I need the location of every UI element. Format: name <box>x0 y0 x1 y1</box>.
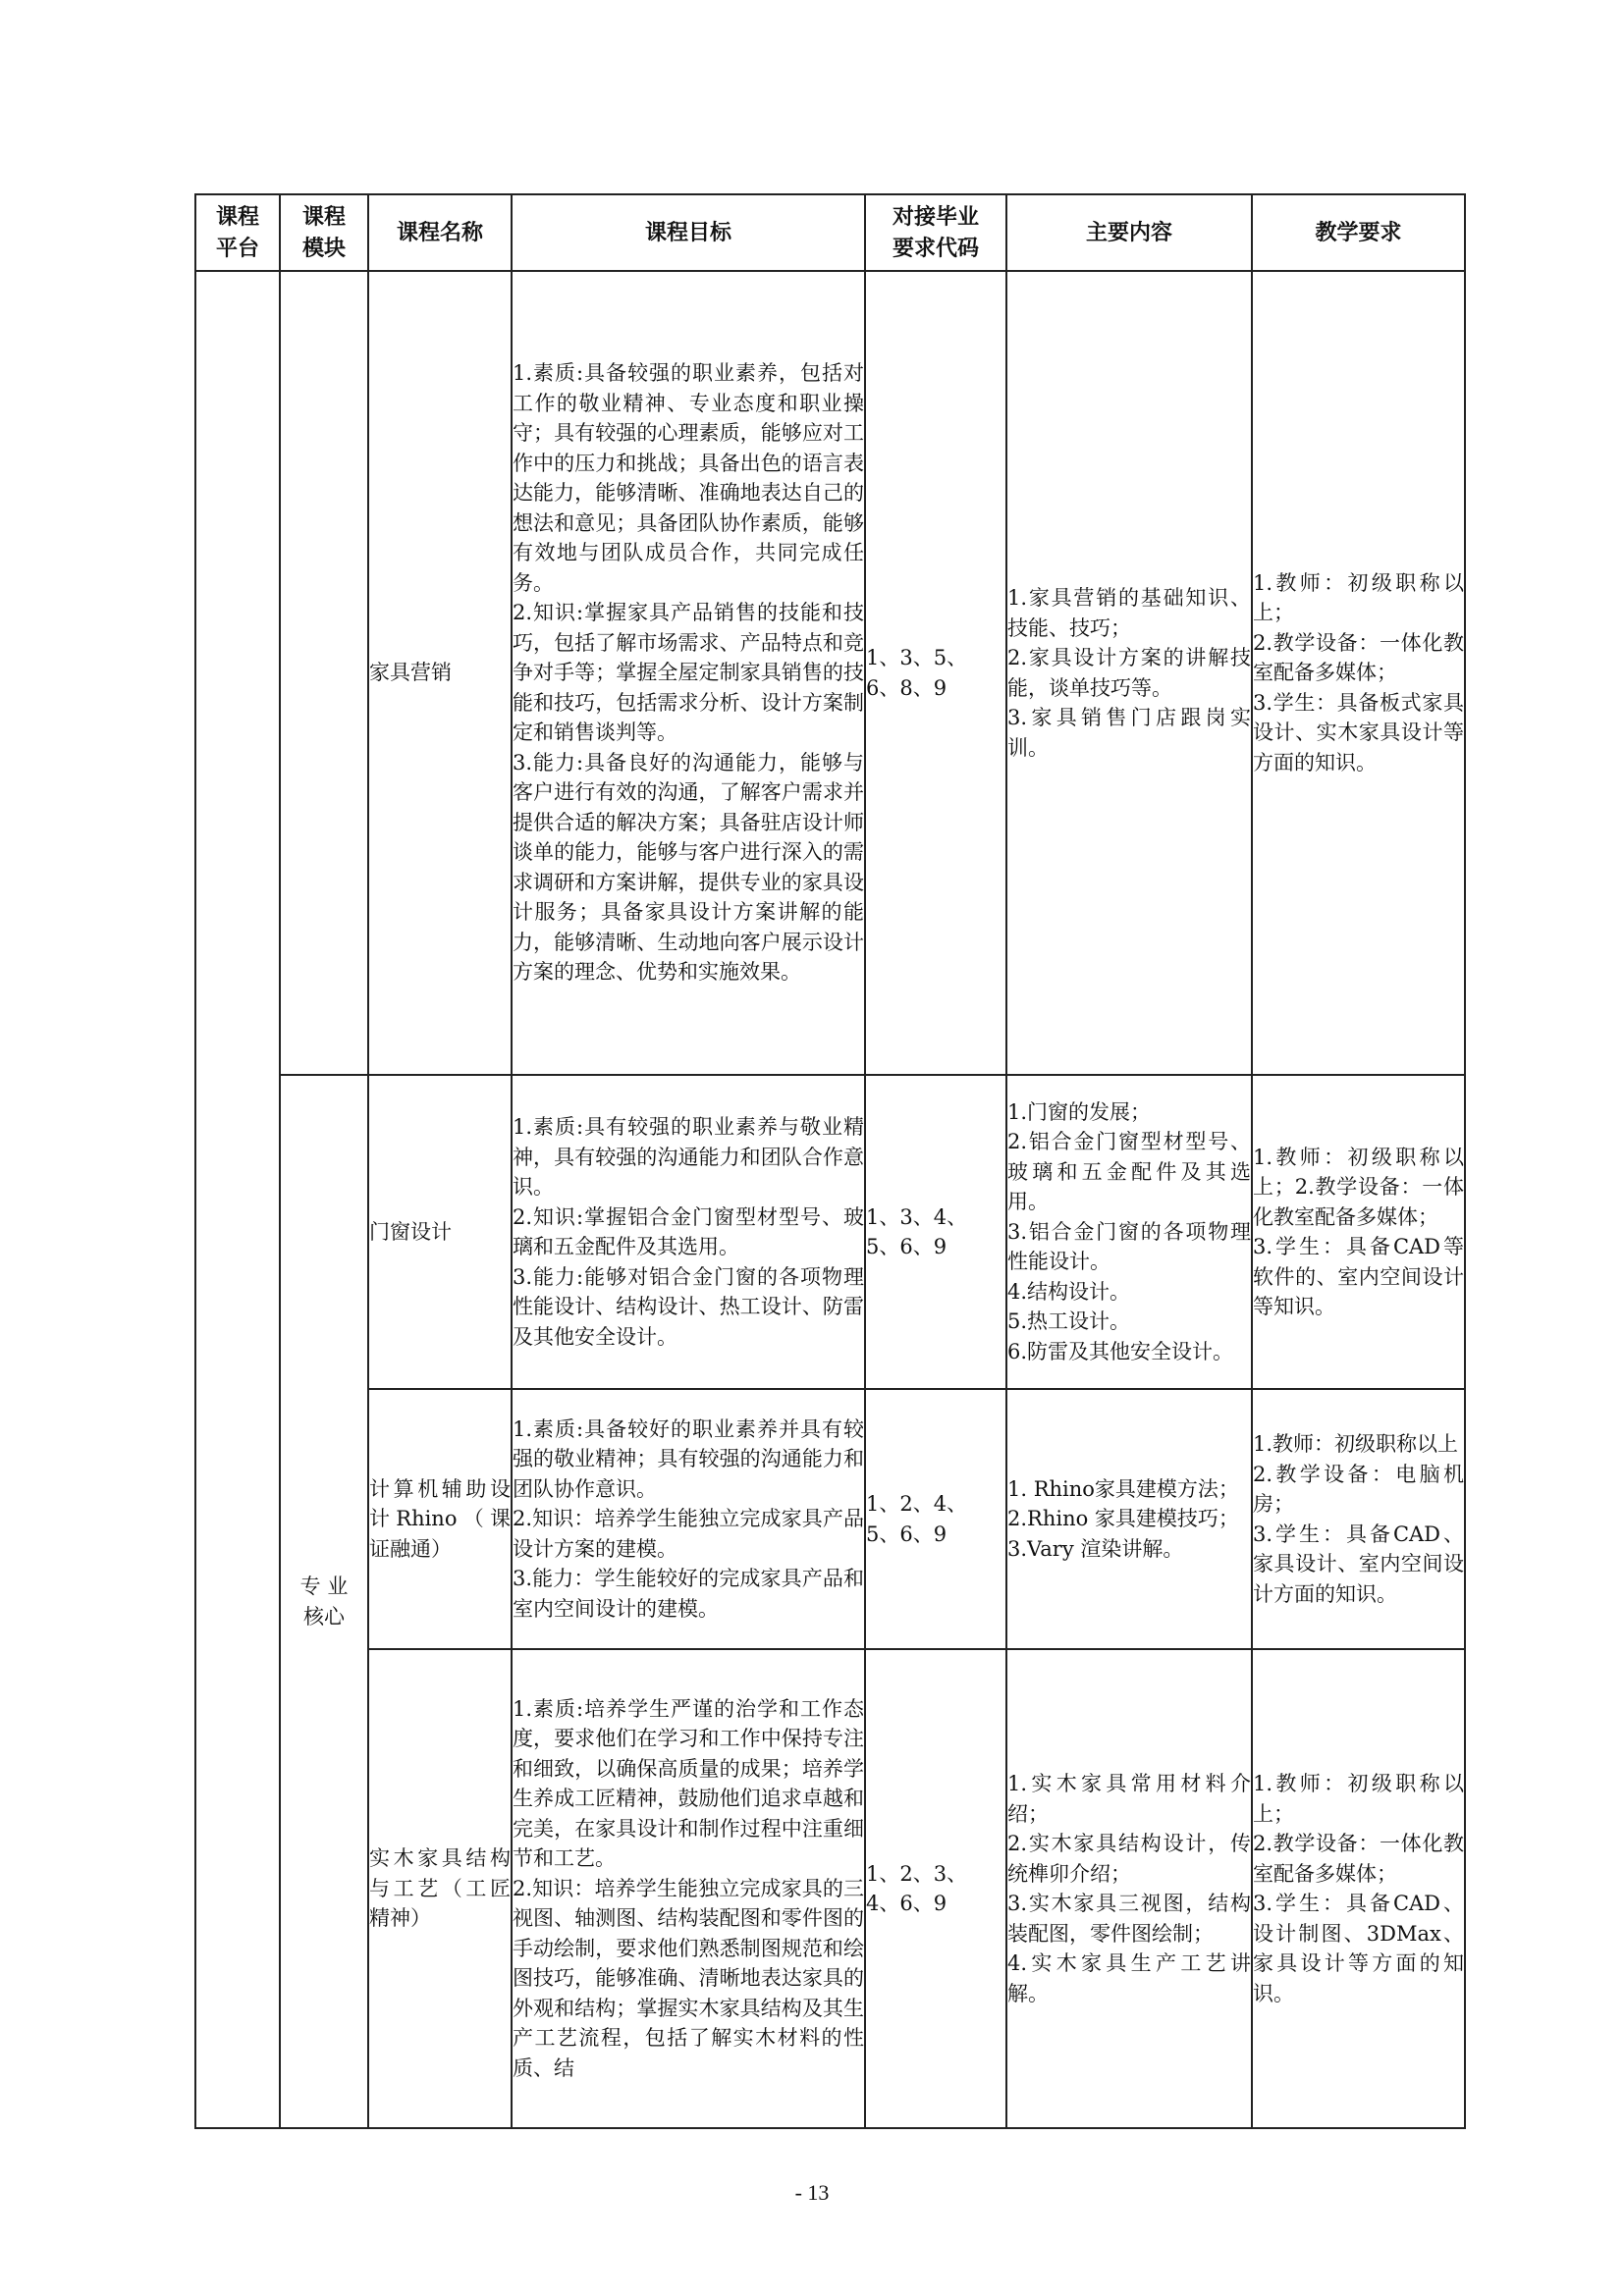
requirements-cell: 1.教师：初级职称以上 2.教学设备：电脑机房； 3.学生：具备CAD、家具设计、室内空间设计方面的知识。 <box>1252 1389 1465 1649</box>
codes-cell: 1、3、4、 5、6、9 <box>865 1075 1006 1389</box>
header-requirements: 教学要求 <box>1252 194 1465 271</box>
objectives-cell: 1.素质:具备较好的职业素养并具有较强的敬业精神；具有较强的沟通能力和团队协作意识。 2.知识：培养学生能独立完成家具产品设计方案的建模。 3.能力：学生能较好的完成家具产品和室内空间设计的建模。 <box>512 1389 865 1649</box>
curriculum-table <box>194 193 1466 2129</box>
content-cell: 1. Rhino家具建模方法； 2.Rhino 家具建模技巧； 3.Vary 渲染讲解。 <box>1006 1389 1252 1649</box>
table-row <box>195 1389 1465 1649</box>
objectives-cell: 1.素质:具备较强的职业素养，包括对工作的敬业精神、专业态度和职业操守；具有较强的心理素质，能够应对工作中的压力和挑战；具备出色的语言表达能力，能够清晰、准确地表达自己的想法和意见；具备团队协作素质，能够有效地与团队成员合作，共同完成任务。 2.知识:掌握家具产品销售的技能和技巧，包括了解市场需求、产品特点和竞争对手等；掌握全屋定制家具销售的技能和技巧，包括需求分析、设计方案制定和销售谈判等。 3.能力:具备良好的沟通能力，能够与客户进行有效的沟通，了解客户需求并提供合适的解决方案；具备驻店设计师谈单的能力，能够与客户进行深入的需求调研和方案讲解，提供专业的家具设计服务；具备家具设计方案讲解的能力，能够清晰、生动地向客户展示设计方案的理念、优势和实施效果。 <box>512 271 865 1075</box>
header-module: 课程 模块 <box>280 194 368 271</box>
course-name-cell: 家具营销 <box>368 271 512 1075</box>
content-cell: 1.实木家具常用材料介绍； 2.实木家具结构设计，传统榫卯介绍； 3.实木家具三视图，结构装配图，零件图绘制； 4.实木家具生产工艺讲解。 <box>1006 1649 1252 2128</box>
table-row <box>195 271 1465 1075</box>
codes-cell: 1、3、5、 6、8、9 <box>865 271 1006 1075</box>
header-platform: 课程 平台 <box>195 194 280 271</box>
objectives-cell: 1.素质:培养学生严谨的治学和工作态度，要求他们在学习和工作中保持专注和细致，以确保高质量的成果；培养学生养成工匠精神，鼓励他们追求卓越和完美，在家具设计和制作过程中注重细节和工艺。 2.知识：培养学生能独立完成家具的三视图、轴测图、结构装配图和零件图的手动绘制，要求他们熟悉制图规范和绘图技巧，能够准确、清晰地表达家具的外观和结构；掌握实木家具结构及其生产工艺流程，包括了解实木材料的性质、结 <box>512 1649 865 2128</box>
codes-cell: 1、2、4、 5、6、9 <box>865 1389 1006 1649</box>
page-number: - 13 <box>794 2180 830 2205</box>
table-row <box>195 1649 1465 2128</box>
platform-cell <box>195 271 280 2128</box>
content-cell: 1.门窗的发展； 2.铝合金门窗型材型号、玻璃和五金配件及其选用。 3.铝合金门窗的各项物理性能设计。 4.结构设计。 5.热工设计。 6.防雷及其他安全设计。 <box>1006 1075 1252 1389</box>
course-name-cell: 计算机辅助设计Rhino（课证融通） <box>368 1389 512 1649</box>
requirements-cell: 1.教师：初级职称以上；2.教学设备：一体化教室配备多媒体； 3.学生：具备CAD等软件的、室内空间设计等知识。 <box>1252 1075 1465 1389</box>
module-cell-core: 专 业 核心 <box>280 1075 368 2128</box>
table-header-row <box>195 194 1465 271</box>
content-cell: 1.家具营销的基础知识、技能、技巧； 2.家具设计方案的讲解技能，谈单技巧等。 3.家具销售门店跟岗实训。 <box>1006 271 1252 1075</box>
header-course-name: 课程名称 <box>368 194 512 271</box>
header-codes: 对接毕业 要求代码 <box>865 194 1006 271</box>
header-content: 主要内容 <box>1006 194 1252 271</box>
module-cell-empty <box>280 271 368 1075</box>
codes-cell: 1、2、3、 4、6、9 <box>865 1649 1006 2128</box>
course-name-cell: 实木家具结构与工艺（工匠精神） <box>368 1649 512 2128</box>
requirements-cell: 1.教师：初级职称以上； 2.教学设备：一体化教室配备多媒体； 3.学生：具备板式家具设计、实木家具设计等方面的知识。 <box>1252 271 1465 1075</box>
table-row <box>195 1075 1465 1389</box>
requirements-cell: 1.教师：初级职称以上； 2.教学设备：一体化教室配备多媒体； 3.学生：具备CAD、设计制图、3DMax、家具设计等方面的知识。 <box>1252 1649 1465 2128</box>
course-name-cell: 门窗设计 <box>368 1075 512 1389</box>
objectives-cell: 1.素质:具有较强的职业素养与敬业精神，具有较强的沟通能力和团队合作意识。 2.知识:掌握铝合金门窗型材型号、玻璃和五金配件及其选用。 3.能力:能够对铝合金门窗的各项物理性能设计、结构设计、热工设计、防雷及其他安全设计。 <box>512 1075 865 1389</box>
header-objectives: 课程目标 <box>512 194 865 271</box>
